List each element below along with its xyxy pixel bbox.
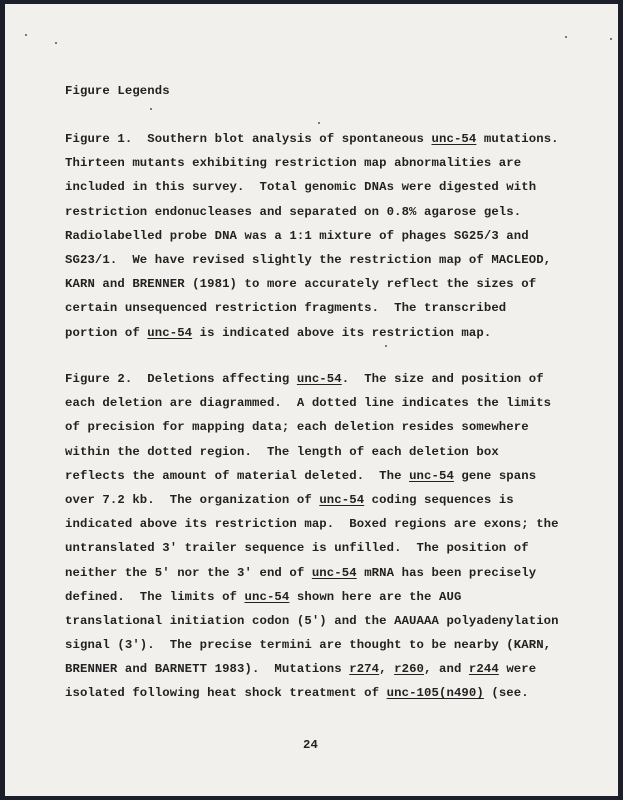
text-segment: isolated following heat shock treatment of bbox=[65, 686, 387, 701]
underlined-term: unc-54 bbox=[319, 492, 365, 507]
text-segment: over 7.2 kb. The organization of bbox=[65, 492, 320, 507]
underlined-term: r260 bbox=[394, 662, 425, 677]
underlined-term: unc-105(n490) bbox=[386, 686, 484, 701]
text-line bbox=[65, 394, 559, 418]
underlined-term: unc-54 bbox=[296, 372, 342, 386]
section-heading: Figure Legends bbox=[65, 84, 170, 98]
text-segment: mutations. bbox=[476, 132, 559, 146]
underlined-term: unc-54 bbox=[431, 132, 477, 146]
underlined-term: unc-54 bbox=[147, 325, 193, 340]
underlined-term: unc-54 bbox=[409, 468, 454, 483]
text-segment: portion of bbox=[65, 325, 148, 340]
text-segment: shown here are the AUG bbox=[289, 589, 462, 604]
text-segment: SG23/1. We have revised slightly the restriction map of MACLEOD, bbox=[65, 252, 552, 267]
text-segment: , and bbox=[424, 662, 469, 677]
scan-speck bbox=[25, 34, 27, 36]
text-line bbox=[65, 275, 559, 299]
figure-2-legend bbox=[65, 370, 559, 709]
text-segment: KARN and BRENNER (1981) to more accurately reflect the sizes of bbox=[65, 277, 537, 292]
text-segment: included in this survey. Total genomic DNAs were digested with bbox=[65, 180, 537, 195]
text-line bbox=[65, 660, 559, 684]
text-line bbox=[65, 467, 559, 491]
text-segment: Figure 2. Deletions affecting bbox=[65, 372, 297, 386]
text-segment: BRENNER and BARNETT 1983). Mutations bbox=[65, 662, 350, 677]
figure-1-legend bbox=[65, 130, 559, 348]
text-line bbox=[65, 370, 559, 394]
underlined-term: r244 bbox=[468, 662, 499, 677]
text-line bbox=[65, 443, 559, 467]
text-segment: restriction endonucleases and separated on 0.8% agarose gels. bbox=[65, 204, 522, 219]
scan-speck bbox=[55, 42, 57, 44]
underlined-term: unc-54 bbox=[311, 565, 357, 580]
text-line bbox=[65, 418, 559, 442]
scan-speck bbox=[565, 36, 567, 38]
text-segment: mRNA has been precisely bbox=[356, 565, 537, 580]
text-line bbox=[65, 636, 559, 660]
text-line bbox=[65, 324, 559, 348]
text-segment: Figure 1. Southern blot analysis of spontaneous bbox=[65, 132, 432, 146]
scan-speck bbox=[318, 122, 320, 124]
scan-speck bbox=[150, 108, 152, 110]
text-segment: Thirteen mutants exhibiting restriction map abnormalities are bbox=[65, 156, 522, 171]
text-segment: . The size and position of bbox=[341, 372, 544, 386]
text-segment: neither the 5' nor the 3' end of bbox=[65, 565, 312, 580]
text-segment: each deletion are diagrammed. A dotted line indicates the limits bbox=[65, 396, 552, 411]
text-segment: signal (3'). The precise termini are thought to be nearby (KARN, bbox=[65, 638, 552, 653]
text-line bbox=[65, 491, 559, 515]
text-line bbox=[65, 178, 559, 202]
text-segment: of precision for mapping data; each deletion resides somewhere bbox=[65, 420, 529, 435]
underlined-term: r274 bbox=[349, 662, 380, 677]
page-number: 24 bbox=[303, 738, 318, 752]
text-segment: coding sequences is bbox=[364, 492, 514, 507]
text-segment: , bbox=[379, 662, 395, 677]
text-line bbox=[65, 684, 559, 708]
text-line bbox=[65, 564, 559, 588]
scan-speck bbox=[610, 38, 612, 40]
text-segment: is indicated above its restriction map. bbox=[192, 325, 492, 340]
text-segment: (see. bbox=[483, 686, 529, 701]
text-segment: defined. The limits of bbox=[65, 589, 245, 604]
text-line bbox=[65, 612, 559, 636]
text-line bbox=[65, 227, 559, 251]
text-segment: certain unsequenced restriction fragments. The transcribed bbox=[65, 301, 507, 316]
text-line bbox=[65, 515, 559, 539]
document-page bbox=[5, 4, 618, 796]
text-segment: were bbox=[498, 662, 537, 677]
text-line bbox=[65, 588, 559, 612]
text-line bbox=[65, 203, 559, 227]
underlined-term: unc-54 bbox=[244, 589, 290, 604]
text-line bbox=[65, 299, 559, 323]
scan-speck bbox=[385, 345, 387, 347]
text-line bbox=[65, 130, 559, 154]
text-segment: untranslated 3' trailer sequence is unfilled. The position of bbox=[65, 541, 529, 556]
text-segment: translational initiation codon (5') and the AAUAAA polyadenylation bbox=[65, 613, 559, 628]
text-segment: reflects the amount of material deleted. The bbox=[65, 468, 410, 483]
text-line bbox=[65, 251, 559, 275]
text-segment: gene spans bbox=[453, 468, 537, 483]
text-segment: within the dotted region. The length of each deletion box bbox=[65, 444, 499, 459]
text-line bbox=[65, 154, 559, 178]
text-segment: Radiolabelled probe DNA was a 1:1 mixture of phages SG25/3 and bbox=[65, 228, 529, 243]
text-line bbox=[65, 539, 559, 563]
text-segment: indicated above its restriction map. Boxed regions are exons; the bbox=[65, 517, 559, 532]
